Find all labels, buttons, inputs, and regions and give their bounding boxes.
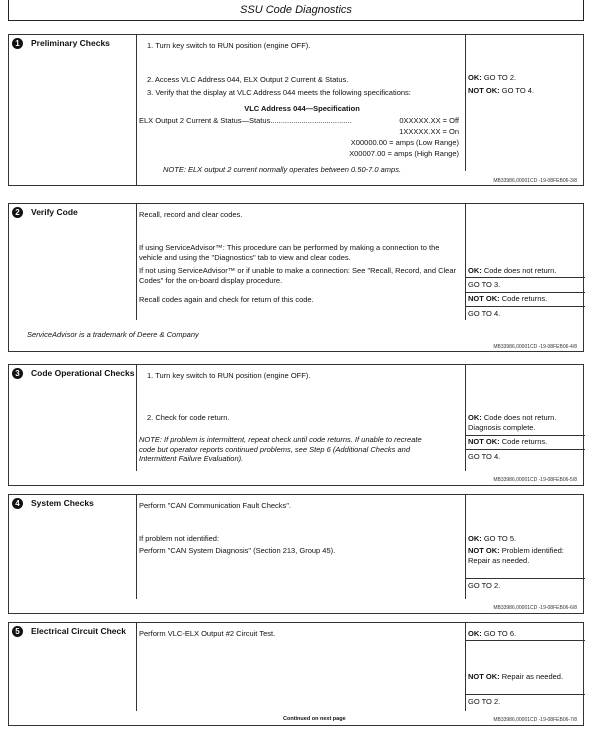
ok-text: Code does not return.	[483, 266, 557, 275]
ok-label: OK:	[468, 73, 482, 82]
instruction-line: Perform VLC-ELX Output #2 Circuit Test.	[139, 629, 276, 638]
step-system-checks	[8, 494, 584, 614]
result-divider	[465, 495, 466, 599]
step-number-badge: 3	[12, 368, 23, 379]
not-ok-text: Problem identified: Repair as needed.	[468, 546, 564, 565]
not-ok-goto: GO TO 4.	[468, 309, 501, 318]
not-ok-result	[468, 86, 580, 96]
instruction-line: Recall codes again and check for return of this code.	[139, 295, 314, 304]
result-divider	[465, 35, 466, 171]
reference-code: MB33986,00001CD -19-08FEB06-3/8	[493, 178, 577, 184]
not-ok-goto: GO TO 2.	[468, 581, 501, 590]
not-ok-result	[468, 294, 580, 304]
ok-text: GO TO 2.	[483, 73, 517, 82]
result-separator	[465, 292, 585, 293]
result-divider	[465, 204, 466, 320]
spec-title: VLC Address 044—Specification	[244, 104, 360, 113]
ok-text: GO TO 5.	[483, 534, 517, 543]
step-title: Preliminary Checks	[31, 38, 110, 48]
result-separator	[465, 640, 585, 641]
not-ok-result	[468, 672, 568, 682]
step-number-badge: 2	[12, 207, 23, 218]
not-ok-label: NOT OK:	[468, 672, 500, 681]
step-title: Verify Code	[31, 207, 78, 217]
step-title-cell	[9, 365, 137, 471]
note-text: NOTE: ELX output 2 current normally operates between 0.50-7.0 amps.	[163, 165, 402, 174]
instruction-line: If problem not identified:	[139, 534, 220, 543]
instruction-line: 2. Access VLC Address 044, ELX Output 2 Current & Status.	[147, 75, 349, 84]
not-ok-goto: GO TO 4.	[468, 452, 501, 461]
result-separator	[465, 578, 585, 579]
instruction-line: If not using ServiceAdvisor™ or if unable to make a connection: See "Recall, Record, and Clear Codes" for the on-board display procedure.	[139, 266, 456, 285]
not-ok-text: Code returns.	[501, 437, 548, 446]
reference-code: MB33986,00001CD -19-08FEB06-7/8	[493, 717, 577, 723]
result-separator	[465, 277, 585, 278]
not-ok-text: Repair as needed.	[501, 672, 564, 681]
step-number-badge: 5	[12, 626, 23, 637]
step-title-cell	[9, 495, 137, 599]
not-ok-result	[468, 546, 568, 565]
step-electrical-circuit-check	[8, 622, 584, 726]
ok-result	[468, 534, 580, 544]
not-ok-label: NOT OK:	[468, 294, 500, 303]
result-divider	[465, 365, 466, 471]
instruction-line: 2. Check for code return.	[147, 413, 230, 422]
result-separator	[465, 694, 585, 695]
ok-result	[468, 73, 580, 83]
reference-code: MB33986,00001CD -19-08FEB06-4/8	[493, 344, 577, 350]
reference-code: MB33986,00001CD -19-08FEB06-6/8	[493, 605, 577, 611]
not-ok-label: NOT OK:	[468, 437, 500, 446]
spec-row: 0XXXXX.XX = Off	[399, 116, 459, 125]
step-number-badge: 4	[12, 498, 23, 509]
not-ok-label: NOT OK:	[468, 546, 500, 555]
step-title-cell	[9, 623, 137, 711]
instruction-line: 1. Turn key switch to RUN position (engine OFF).	[147, 371, 311, 380]
instruction-line: Perform "CAN System Diagnosis" (Section 213, Group 45).	[139, 546, 336, 555]
step-title: Electrical Circuit Check	[31, 626, 126, 636]
not-ok-result	[468, 437, 580, 447]
reference-code: MB33986,00001CD -19-08FEB06-5/8	[493, 477, 577, 483]
not-ok-goto: GO TO 2.	[468, 697, 501, 706]
ok-result	[468, 629, 580, 639]
spec-row: X00000.00 = amps (Low Range)	[350, 138, 459, 147]
ok-label: OK:	[468, 629, 482, 638]
trademark-footnote: ServiceAdvisor is a trademark of Deere & Company	[27, 330, 199, 339]
result-separator	[465, 435, 585, 436]
instruction-line: Perform "CAN Communication Fault Checks".	[139, 501, 292, 510]
result-separator	[465, 449, 585, 450]
ok-result	[468, 266, 580, 276]
step-title-cell	[9, 35, 137, 185]
step-code-operational-checks	[8, 364, 584, 486]
instruction-line: If using ServiceAdvisor™: This procedure can be performed by making a connection to the vehicle and using the "Diagnostics" tab to view and clear codes.	[139, 243, 440, 262]
ok-text: GO TO 6.	[483, 629, 517, 638]
spec-row: 1XXXXX.XX = On	[399, 127, 459, 136]
step-title: System Checks	[31, 498, 94, 508]
spec-row: X00007.00 = amps (High Range)	[349, 149, 459, 158]
ok-result	[468, 413, 580, 432]
ok-label: OK:	[468, 413, 482, 422]
ok-goto: GO TO 3.	[468, 280, 501, 289]
step-title-cell	[9, 204, 137, 320]
instruction-line: 1. Turn key switch to RUN position (engine OFF).	[147, 41, 311, 50]
step-title: Code Operational Checks	[31, 368, 135, 378]
result-divider	[465, 623, 466, 711]
step-verify-code	[8, 203, 584, 352]
step-preliminary-checks	[8, 34, 584, 186]
not-ok-label: NOT OK:	[468, 86, 500, 95]
ok-text: Code does not return. Diagnosis complete.	[468, 413, 557, 432]
page-title: SSU Code Diagnostics	[240, 4, 352, 16]
spec-label: ELX Output 2 Current & Status—Status.......................................	[139, 116, 352, 125]
instruction-line: 3. Verify that the display at VLC Address 044 meets the following specifications:	[147, 88, 411, 97]
ok-label: OK:	[468, 266, 482, 275]
result-separator	[465, 306, 585, 307]
instruction-line: Recall, record and clear codes.	[139, 210, 243, 219]
note-text: NOTE: If problem is intermittent, repeat check until code returns. If unable to recreate code but operator reports continued problems, see Step 6 (Additional Checks and Intermittent Failure Evaluation).	[139, 435, 422, 463]
continued-footer: Continued on next page	[283, 716, 346, 722]
page-header	[8, 0, 584, 21]
not-ok-text: Code returns.	[501, 294, 548, 303]
not-ok-text: GO TO 4.	[501, 86, 534, 95]
step-number-badge: 1	[12, 38, 23, 49]
ok-label: OK:	[468, 534, 482, 543]
